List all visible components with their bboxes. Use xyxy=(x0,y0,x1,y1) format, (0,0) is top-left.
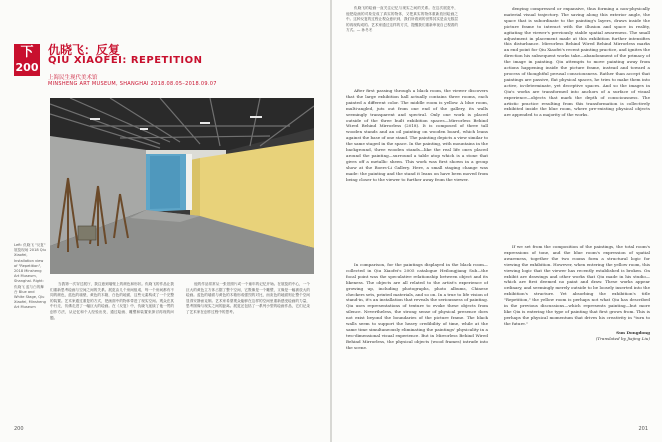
body-column-zh-1 xyxy=(50,282,174,432)
paragraph: denying compressed or expansive, thus forming a non-physically material visual trajectory. The saving along this exterior angle, the space that is subordinate to the painting's layers, draws inside the picture frame to interact with the illusion and space in reality, agitating the viewer's previously stable spatial awareness. The small adjustment in placement made at this exhibition further intensifies this disturbance. Mirrorless Behind Wired Behind Mirrorless marks an end point for Qiu Xiaofei's recent painting practice, and ignites the direction his subsequent works take—abandonment of the primacy of the image in painting. Qiu attempts to move painting away from actions happening inside the picture frame, instead and toward a process of thoughtful perusal consciousness. Rather than accept that paintings are passive, flat physical spaces, he tries to make them into active, in-determinate, yet deceptive spaces. And so the images in Qiu's works are transformed into anchors of a surface of visual experience—objects that mark the depth of consciousness. The artistic practice resulting from this transformation is collectively exhibited inside the blue room, where pre-existing physical objects are appended to a majority of the works. xyxy=(504,6,650,118)
badge-number: 200 xyxy=(15,61,39,74)
venue-zh: 上海民生现代美术馆 xyxy=(48,75,98,81)
paragraph: If we set from the composition of the paintings, the total room's expressions of tone, and the blue room's expression of spatial awareness, together the two rooms form a structural logic for viewing the exhibition. However, when entering the yellow room, this viewing logic that the viewer has recently established is broken. On exhibit are drawings and other works that Qiu made in his studio—which are first deemed no paint and draw. These works appear ordinary, and seemingly merely outside to be loosely inserted into the exhibition's structure. Yet absorbing the exhibition's title "Repetition," the yellow room is perhaps not what Qiu has described in the previous discussions—which represents painting—but more like Qiu is entering the type of painting that first grows from. This is perhaps the physical momentum that drives his creativity in "turn to the future." xyxy=(504,244,650,326)
venue-en: MINSHENG ART MUSEUM, SHANGHAI 2018.08.05–2018.09.07 xyxy=(48,81,217,87)
photo-caption: Left: 仇晓飞 "反复" 展览现场 2018 Qiu Xiaofei, Installation view of "Repetition", 2018 Minsheng Art Museum, Shanghai. Right: 仇晓飞 蓝与白的舞台 Blue and White Stage, Qiu Xiaofei, Minsheng Art Museum xyxy=(14,243,46,310)
badge-zh: 下 xyxy=(20,45,34,60)
page-number-right: 201 xyxy=(638,426,648,432)
translator-credit: (Translated by Jiajing Liu) xyxy=(595,335,650,341)
body-column-zh-2 xyxy=(186,282,310,432)
paragraph: 当我第一次穿过展厅，我注意到墙壁上的颜色和形状。仇晓飞的作品让我们重新思考绘画与空间之间的关系。展览由几个房间组成，每一个房间都有不同的颜色，蓝色的墙壁，黄色的木箱，白色的地面，这些元素构成了一个完整的装置。艺术家通过重复的方式，把画面中的物体带进了现实空间。观众在其中行走，仿佛走进了一幅巨大的绘画。在《反复》中，仇晓飞延续了他一贯的创作方法，从记忆和个人经验出发，通过绘画、雕塑和装置来探讨再现的问题。 xyxy=(50,282,174,320)
author-name: Sun Dongdong xyxy=(616,329,650,335)
article-title-zh: 仇晓飞：反复 xyxy=(48,43,121,57)
body-column-en-1 xyxy=(346,88,488,258)
right-page xyxy=(332,0,662,442)
exhibition-photo xyxy=(50,98,314,274)
body-column-en-2 xyxy=(346,262,488,432)
section-badge xyxy=(14,44,40,76)
body-column-en-3 xyxy=(504,6,650,240)
left-page xyxy=(0,0,330,442)
paragraph: 仇晓飞的绘画一直关注记忆与现实之间的关系。在这次展览中，他把绘画的对象变成了真实的物体，又把真实的物体重新放回绘画之中。这种反复的过程让观众意识到，我们所看到的世界其实是由无数层的再现构成的。艺术家通过这样的方式，提醒我们重新审视自己观看的方式。— 孙冬冬 xyxy=(346,6,458,33)
article-title-en: QIU XIAOFEI: REPETITION xyxy=(48,55,203,66)
body-column-en-4 xyxy=(504,244,650,414)
paragraph: In comparison, for the paintings displayed in the black room—collected in Qiu Xiaofei's 2005 catalogue Heilongjiang Sub—the focal point was the speculative relationship between object and its likeness. The objects are all related to the artist's experience of growing up, including photographs, photo albums, Chinese checkers sets, printed materials, and so on. In a true to life vision of stand-in, it's an installation that reveals the seriousness of painting. Qiu uses representations of texture to evoke these objects from silence. Nevertheless, the strong sense of physical presence does not exist beyond the boundaries of the picture frame. The black walls seem to support the heavy credibility of time, while at the same time simultaneously eliminating the paintings' physicality in a two-dimensional visual experience. But in Mirrorless Behind Wired Behind Mirrorless, the physical objects (wood frames) intrude into the scene. xyxy=(346,262,488,350)
page-number-left: 200 xyxy=(14,426,24,432)
paragraph: After first passing through a black room, the viewer discovers that the large exhibition hall actually contains three rooms, each painted a different color. The middle room is yellow. A blue room, multi-angled, juts out from one end of the gallery, its walls seemingly transparent and spectral. Only one work is placed outside of the three built exhibition spaces—Mirrorless Behind Wired Behind Mirrorless (2018). It is composed of three tall wooden stands and an oil painting on wooden board, which leans against the base of one stand. The painting depicts a view similar to the same staged in the space. In the painting, with mountains in the background, three wooden stands—like the real life ones placed around the painting—surround a table atop which is a stone that gives off a metallic sheen. This work was first shown in a group show at the Boers-Li Gallery. Here, a small staging change was made: the painting and the stand it leans on have been moved from being closer to the viewer to further away from the viewer. xyxy=(346,88,488,182)
paragraph: 他的作品常常从一张旧照片或一个童年的记忆开始。在展览的中心，一个巨大的黄色立方体占据了整个空间，它既像是一个雕塑，又像是一幅被放大的绘画。蓝色的墙面与黄色的木箱形成强烈的对比，而灰色的地面则让整个空间显得安静而克制。艺术家希望观众能够在这样的空间里重新感受绘画的力量，思考图像与现实之间的距离。展览还包括了一系列小型的绘画作品，它们记录了艺术家在创作过程中的思考。 xyxy=(186,282,310,314)
body-column-zh-right xyxy=(346,6,458,82)
